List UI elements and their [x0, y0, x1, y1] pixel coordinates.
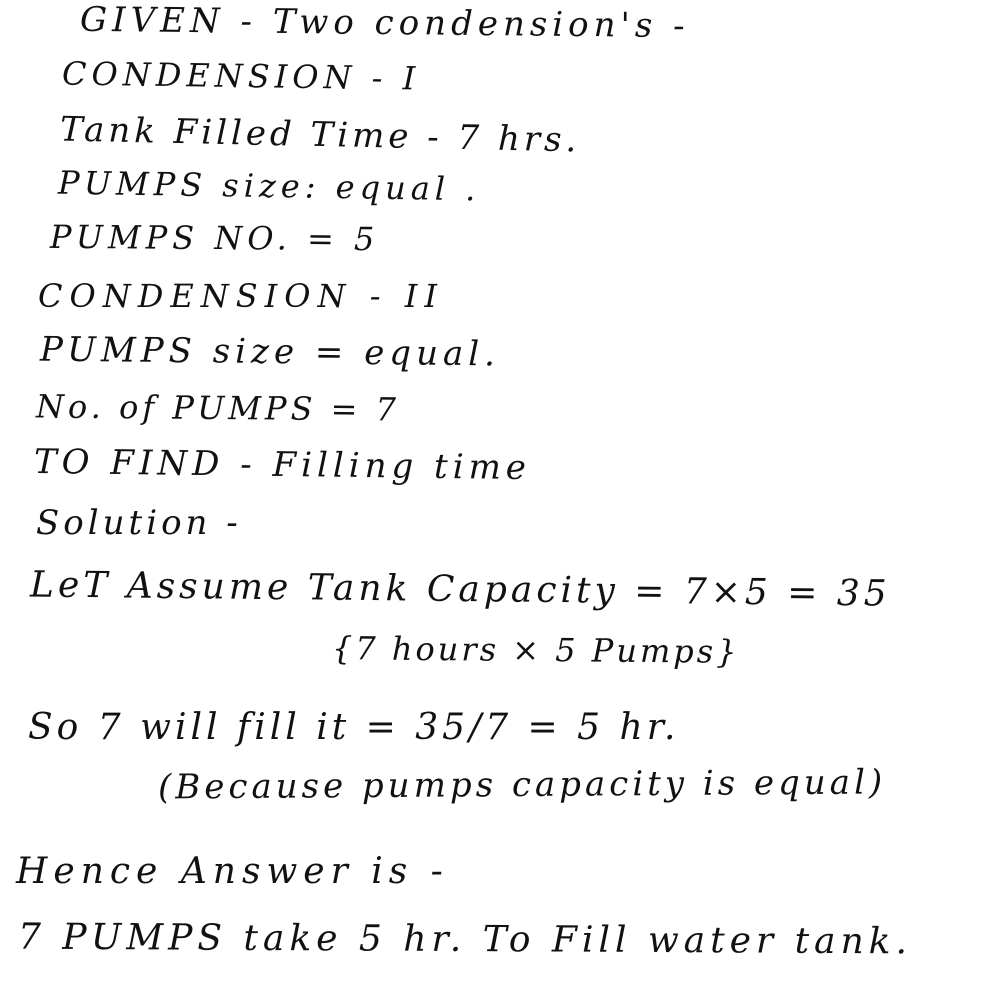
pump-count-line-1: PUMPS NO. = 5 — [49, 217, 380, 259]
capacity-note-line: {7 hours × 5 Pumps} — [331, 629, 740, 671]
assume-capacity-line: LeT Assume Tank Capacity = 7×5 = 35 — [29, 564, 891, 615]
reason-line: (Because pumps capacity is equal) — [157, 762, 887, 808]
tank-filled-time-line: Tank Filled Time - 7 hrs. — [59, 109, 581, 161]
pump-size-line-2: PUMPS size = equal. — [39, 329, 501, 375]
solution-heading: Solution - — [36, 503, 242, 543]
condition-2-heading: CONDENSION - II — [38, 277, 444, 315]
pump-size-line-1: PUMPS size: equal . — [57, 163, 481, 209]
condition-1-heading: CONDENSION - I — [61, 54, 421, 98]
answer-heading: Hence Answer is - — [16, 851, 449, 892]
to-find-line: TO FIND - Filling time — [33, 441, 532, 489]
answer-line: 7 PUMPS take 5 hr. To Fill water tank. — [17, 916, 913, 963]
pump-count-line-2: No. of PUMPS = 7 — [35, 387, 401, 429]
given-heading-line: GIVEN - Two condension's - — [79, 0, 690, 47]
calculation-line: So 7 will fill it = 35/7 = 5 hr. — [28, 707, 680, 748]
